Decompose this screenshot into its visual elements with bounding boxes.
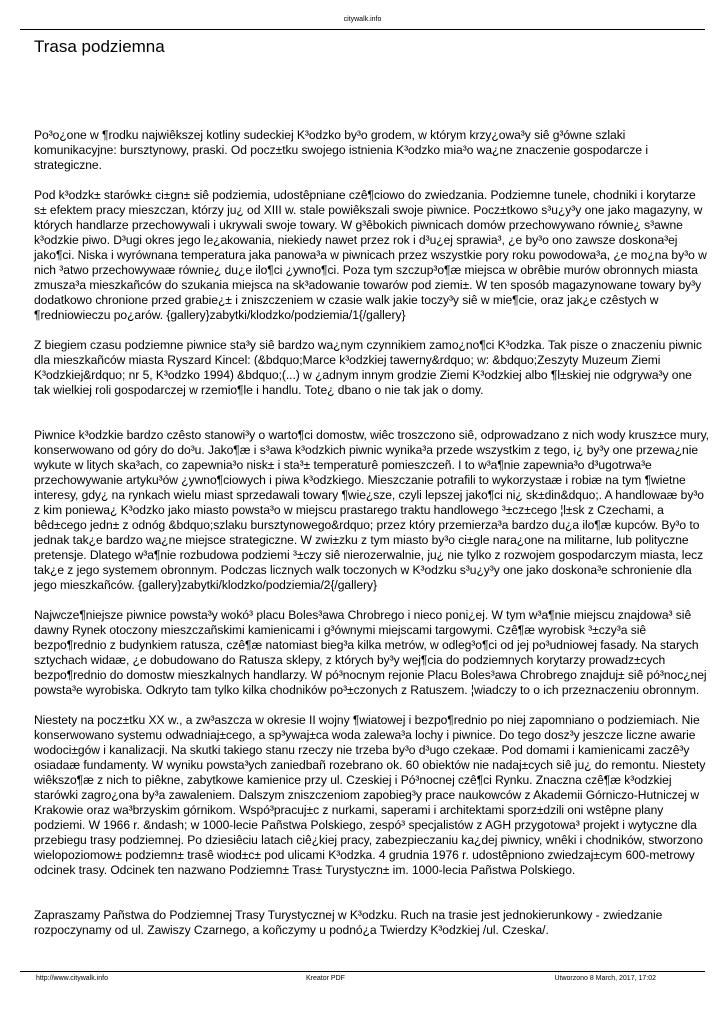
bottom-divider bbox=[20, 971, 705, 972]
paragraph-restoration: Niestety na pocz±tku XX w., a zw³aszcza w okresie II wojny ¶wiatowej i bezpo¶rednio po niej zapomniano o podziemiach. Nie konserwowano systemu odwadniaj±cego, a sp³ywaj±ca woda zalewa³a lochy i piwnice. Do tego dosz³y jeszcze liczne awarie wodoci±gów i kanalizacji. Na skutki takiego stanu rzeczy nie trzeba by³o d³ugo czekaæ. Pod domami i kamienicami zaczê³y osiadaæ fundamenty. W wyniku powsta³ych zaniedbañ rozebrano ok. 60 obiektów nie nadaj±cych siê ju¿ do remontu. Niestety wiêkszo¶æ z nich to piêkne, zabytkowe kamienice przy ul. Czeskiej i Pó³nocnej czê¶ci Rynku. Znaczna czê¶æ k³odzkiej starówki zagro¿ona by³a zawaleniem. Dalszym zniszczeniom zapobieg³y prace naukowców z Akademii Górniczo-Hutniczej w Krakowie oraz wa³brzyskim górnikom. Wspó³pracuj±c z nurkami, saperami i architektami sporz±dzili oni wstêpne plany podziemi. W 1966 r. &ndash; w 1000-lecie Pañstwa Polskiego, zespó³ specjalistów z AGH przygotowa³ projekt i wytyczne dla przebiegu trasy podziemnej. Po dziesiêciu latach ciê¿kiej pracy, zabezpieczaniu ka¿dej piwnicy, wnêki i chodników, stworzono wielopoziomow± podziemn± trasê wiod±c± pod ulicami K³odzka. 4 grudnia 1976 r. udostêpniono zwiedzaj±cym 600-metrowy odcinek trasy. Odcinek ten nazwano Podziemn± Tras± Turystyczn± im. 1000-lecia Pañstwa Polskiego. bbox=[34, 713, 706, 877]
top-divider bbox=[20, 29, 705, 30]
paragraph-earliest-cellars: Najwcze¶niejsze piwnice powsta³y wokó³ placu Boles³awa Chrobrego i nieco poni¿ej. W tym w³a¶nie miejscu znajdowa³ siê dawny Rynek otoczony mieszczañskimi kamienicami i g³ównymi miejscami targowymi. Czê¶æ wyrobisk ³±czy³a siê bezpo¶rednio z budynkiem ratusza, czê¶æ natomiast bieg³a kilka metrów, w odleg³o¶ci od jej po³udniowej fasady. Na starych sztychach widaæ, ¿e dobudowano do Ratusza sklepy, z których by³y wej¶cia do podziemnych korytarzy prowadz±cych bezpo¶rednio do domostw mieszkalnych handlarzy. W pó³nocnym rejonie Placu Boles³awa Chrobrego znajduj± siê pó³noc¿nej powsta³e wyrobiska. Odkryto tam tylko kilka chodników po³±czonych z Ratuszem. ¦wiadczy to o ich przeznaczeniu obronnym. bbox=[34, 608, 707, 697]
footer-created-date: Utworzono 8 March, 2017, 17:02 bbox=[554, 975, 656, 982]
paragraph-gap bbox=[34, 878, 710, 908]
site-header: citywalk.info bbox=[343, 16, 382, 23]
paragraph-kincel-quote: Z biegiem czasu podziemne piwnice sta³y siê bardzo wa¿nym czynnikiem zamo¿no¶ci K³odzka. Tak pisze o znaczeniu piwnic dla mieszkañców miasta Ryszard Kincel: (&bdquo;Marce k³odzkiej tawerny&rdquo; w: &bdquo;Zeszyty Muzeum Ziemi K³odzkiej&rdquo; nr 5, K³odzko 1994) &bdquo;(...) w ¿adnym innym grodzie Ziemi K³odzkiej albo ¶l±skiej nie odgrywa³y one tak wielkiej roli gospodarczej w rzemio¶le i handlu. Tote¿ dbano o nie tak jak o domy. bbox=[34, 338, 702, 397]
paragraph-intro: Po³o¿one w ¶rodku najwiêkszej kotliny sudeckiej K³odzko by³o grodem, w którym krzy¿owa³y siê g³ówne szlaki komunikacyjne: bursztynowy, praski. Od pocz±tku swojego istnienia K³odzko mia³o wa¿ne znaczenie gospodarcze i strategiczne. bbox=[34, 128, 649, 172]
article-body bbox=[34, 128, 710, 938]
paragraph-gap bbox=[34, 698, 710, 713]
paragraph-cellars: Pod k³odzk± starówk± ci±gn± siê podziemia, udostêpniane czê¶ciowo do zwiedzania. Podziemne tunele, chodniki i korytarze s± efektem pracy mieszczan, którzy ju¿ od XIII w. stale powiêkszali swoje piwnice. Pocz±tkowo s³u¿y³y one jako magazyny, w których handlarze przechowywali i ukrywali swoje towary. W g³êbokich piwnicach domów przechowywano równie¿ s³awne k³odzkie piwo. D³ugi okres jego le¿akowania, niekiedy nawet przez rok i d³u¿ej sprawia³, ¿e by³o ono zawsze doskona³ej jako¶ci. Niska i wyrównana temperatura jaka panowa³a w piwnicach przez wszystkie pory roku powodowa³a, ¿e mo¿na by³o w nich ³atwo przechowywaæ równie¿ du¿e ilo¶ci ¿ywno¶ci. Poza tym szczup³o¶æ miejsca w obrêbie murów obronnych miasta zmusza³a mieszkañców do szukania miejsca na sk³adowanie towarów pod ziemi±. W ten sposób magazynowane towary by³y dodatkowo chronione przed grabie¿± i zniszczeniem w czasie walk jakie toczy³y siê w mie¶cie, oraz jak¿e czêstych w ¶redniowieczu po¿arów. {gallery}zabytki/klodzko/podziemia/1{/gallery} bbox=[34, 188, 707, 322]
paragraph-trade-defense: Piwnice k³odzkie bardzo czêsto stanowi³y o warto¶ci domostw, wiêc troszczono siê, odprowadzano z nich wody krusz±ce mury, konserwowano od góry do do³u. Jako¶æ i s³awa k³odzkich piwnic wynika³a przede wszystkim z tego, i¿ by³y one przewa¿nie wykute w litych ska³ach, co zapewnia³o nisk± i sta³± temperaturê pomieszczeñ. I to w³a¶nie zapewnia³o d³ugotrwa³e przechowywanie artyku³ów ¿ywno¶ciowych i piwa k³odzkiego. Mieszczanie potrafili to wykorzystaæ i robiæ na tym ¶wietne interesy, gdy¿ na rynkach wielu miast sprzedawali towary ¶wie¿sze, czyli lepszej jako¶ci ni¿ sk±din&dquo;. A handlowaæ by³o z kim poniewa¿ K³odzko jako miasto powsta³o w miejscu prastarego traktu handlowego ³±cz±cego ¦l±sk z Czechami, a bêd±cego jedn± z odnóg &bdquo;szlaku bursztynowego&rdquo; przez który przemierza³a bardzo du¿a ilo¶æ kupców. By³o to jednak tak¿e bardzo wa¿ne miejsce strategiczne. W zwi±zku z tym miasto by³o ci±gle nara¿one na militarne, lub polityczne pretensje. Dlatego w³a¶nie rozbudowa podziemi ³±czy siê nierozerwalnie, ju¿ nie tylko z rozwojem gospodarczym miasta, lecz tak¿e z jego systemem obronnym. Podczas licznych walk toczonych w K³odzku s³u¿y³y one jako doskona³e schronienie dla jego mieszkañców. {gallery}zabytki/klodzko/podziemia/2{/gallery} bbox=[34, 428, 709, 592]
footer-creator: Kreator PDF bbox=[306, 975, 345, 982]
paragraph-gap bbox=[34, 323, 710, 338]
paragraph-invitation: Zapraszamy Pañstwa do Podziemnej Trasy Turystycznej w K³odzku. Ruch na trasie jest jednokierunkowy - zwiedzanie rozpoczynamy od ul. Zawiszy Czarnego, a koñczymy u podnó¿a Twierdzy K³odzkiej /ul. Czeska/. bbox=[34, 908, 663, 937]
paragraph-gap bbox=[34, 173, 710, 188]
paragraph-gap bbox=[34, 593, 710, 608]
paragraph-gap bbox=[34, 398, 710, 428]
footer-url: http://www.citywalk.info bbox=[36, 975, 108, 982]
page-title: Trasa podziemna bbox=[34, 37, 165, 56]
